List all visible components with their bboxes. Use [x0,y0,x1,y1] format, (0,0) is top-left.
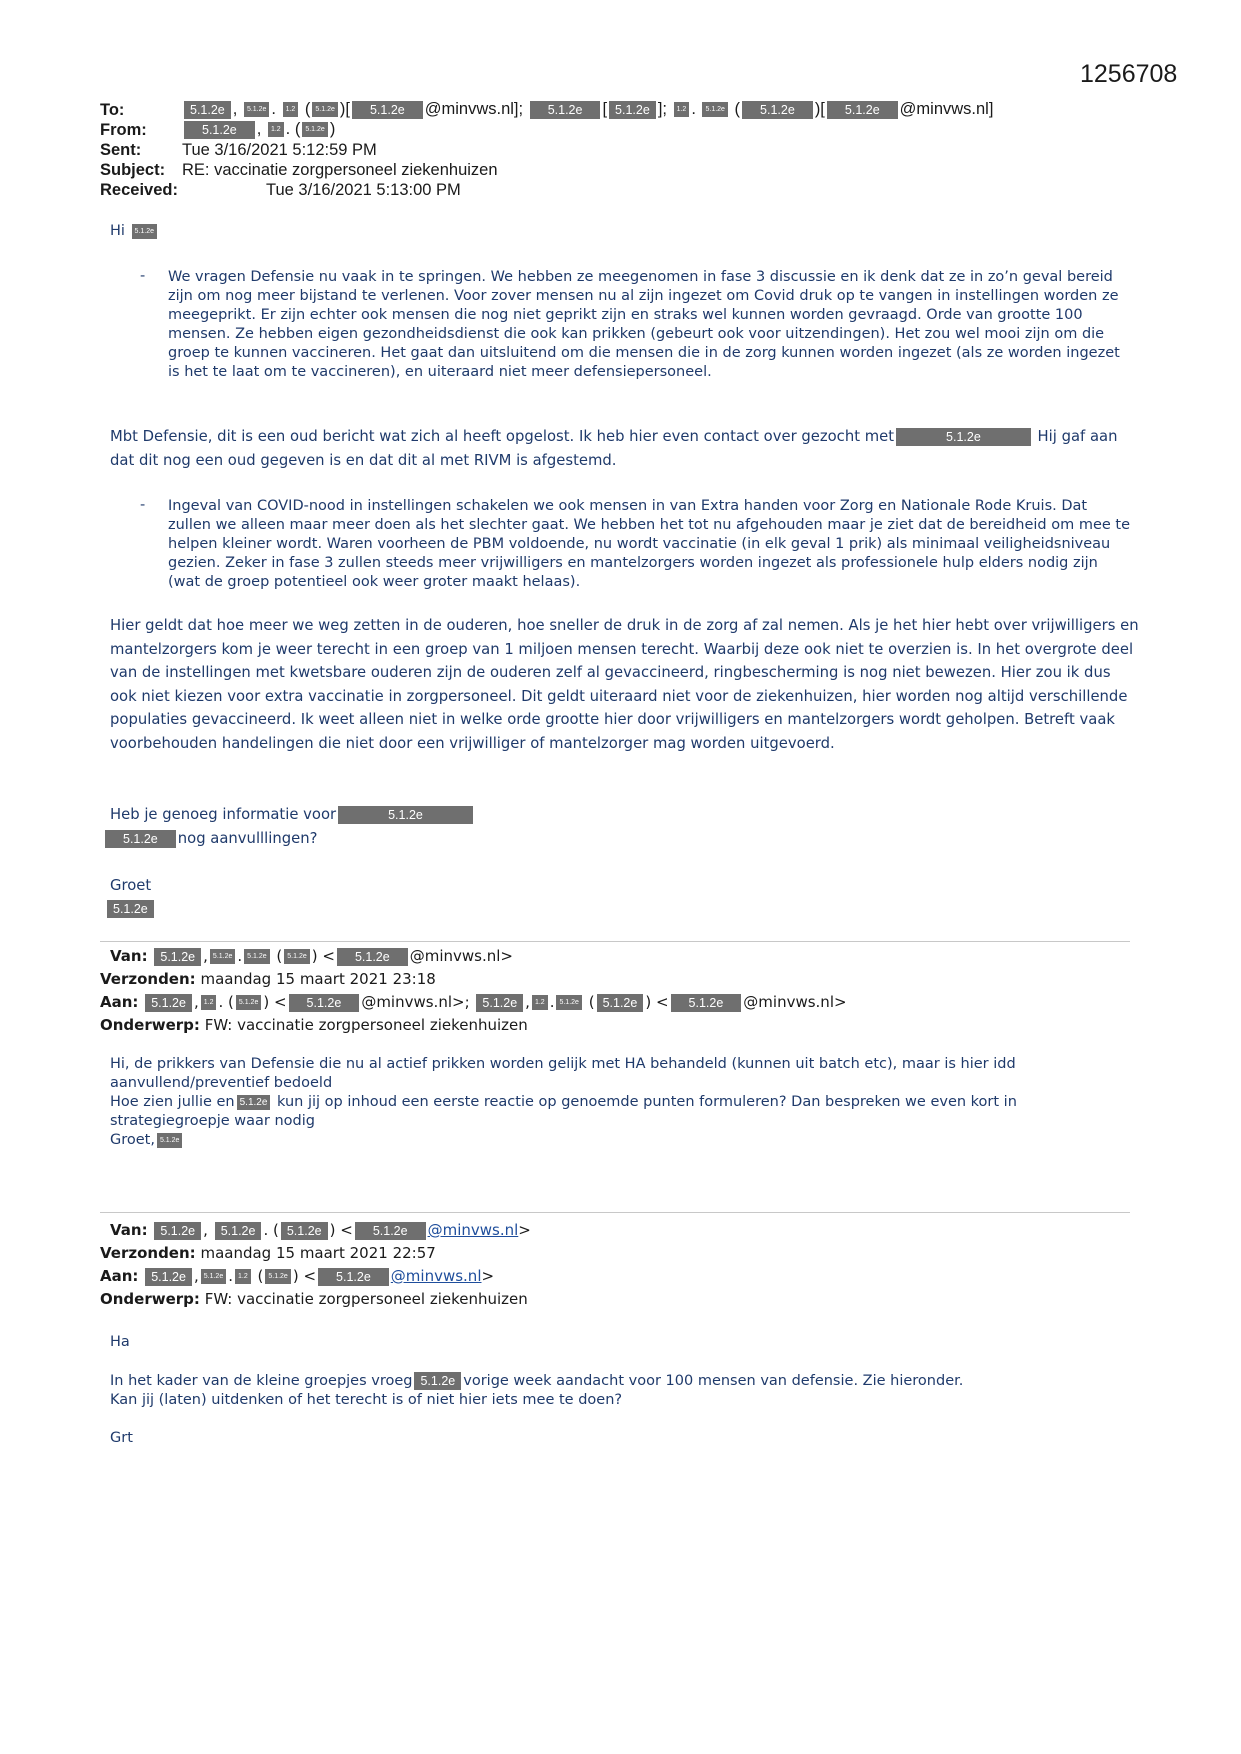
separator [100,1212,1130,1213]
redaction: 5.1.2e [210,949,235,964]
redaction: 1.2 [268,122,284,137]
signature [105,898,156,918]
redaction: 1.2 [532,995,548,1010]
answer-1: Mbt Defensie, dit is een oud bericht wat zich al heeft opgelost. Ik heb hier even contact over gezocht met 5.1.2e Hij gaf aan dat dit nog een oud gegeven is en dat dit al met RIVM is afgestemd. [110,428,1118,469]
msg2-onderwerp: Onderwerp: FW: vaccinatie zorgpersoneel ziekenhuizen [100,1016,528,1034]
subject-value: RE: vaccinatie zorgpersoneel ziekenhuizen [182,161,498,179]
closing: Groet [110,877,152,894]
redaction: 5.1.2e [476,994,523,1012]
redaction: 5.1.2e [244,102,269,117]
redaction: 5.1.2e [896,428,1031,446]
quoted-point-1: We vragen Defensie nu vaak in te springen. We hebben ze meegenomen in fase 3 discussie en ik denk dat ze in zo’n geval bereid zijn om nog meer bijstand te verlenen. Voor zover mensen nu al zijn ingezet om Covid druk op te vangen in instellingen worden ze meegeprikt. Er zijn echter ook mensen die nog niet geprikt zijn en straks wel kunnen worden gevraagd. Orde van grootte 100 mensen. Ze hebben eigen gezondheidsdienst die ook kan prikken (gebeurt ook voor uitzendingen). Het zou wel mooi zijn om die groep te kunnen vaccineren. Het gaat dan uitsluitend om die mensen die in de zorg kunnen worden ingezet (als ze worden ingezet is het te laat om te vaccineren), en uiteraard niet meer defensiepersoneel. [168,269,1120,380]
redaction: 5.1.2e [201,1269,226,1284]
from-value: 5.1.2e , 1.2 . ( 5.1.2e ) [182,119,335,139]
document-id: 1256708 [1080,60,1178,88]
redaction: 5.1.2e [337,948,408,966]
msg3-closing: Grt [110,1430,133,1446]
redaction: 5.1.2e [237,1095,271,1110]
redaction: 5.1.2e [184,121,255,139]
msg2-line-1: Hi, de prikkers van Defensie die nu al actief prikken worden gelijk met HA behandeld (kunnen uit batch etc), maar is hier idd aanvullend/preventief bedoeld [110,1056,1016,1091]
redaction: 5.1.2e [312,102,337,117]
redaction: 5.1.2e [742,101,813,119]
redaction: 5.1.2e [184,101,231,119]
to-value: 5.1.2e , 5.1.2e . 1.2 ( 5.1.2e )[ 5.1.2e @minvws.nl]; 5.1.2e [ 5.1.2e ]; 1.2 . 5.1.2e ( 5.1.2e )[ 5.1.2e @minvws.nl] [182,99,993,119]
msg3-greeting: Ha [110,1334,130,1350]
redaction: 5.1.2e [154,948,201,966]
msg2-closing: Groet, 5.1.2e [110,1131,184,1150]
msg2-aan: Aan: 5.1.2e , 1.2 . ( 5.1.2e ) < 5.1.2e @minvws.nl>; 5.1.2e , 1.2 . 5.1.2e ( 5.1.2e ) < 5.1.2e @minvws.nl> [100,993,847,1011]
redaction: 5.1.2e [215,1222,262,1240]
redaction: 5.1.2e [154,1222,201,1240]
msg3-line-2: Kan jij (laten) uitdenken of het terecht is of niet hier iets mee te doen? [110,1392,623,1408]
redaction: 5.1.2e [597,994,644,1012]
msg3-onderwerp: Onderwerp: FW: vaccinatie zorgpersoneel ziekenhuizen [100,1290,528,1308]
question-line-2: 5.1.2e nog aanvulllingen? [103,827,318,851]
msg3-line-1: In het kader van de kleine groepjes vroeg 5.1.2e vorige week aandacht voor 100 mensen van defensie. Zie hieronder. [110,1373,964,1389]
redaction: 5.1.2e [702,102,727,117]
redaction: 5.1.2e [236,995,261,1010]
redaction: 5.1.2e [281,1222,328,1240]
redaction: 1.2 [674,102,690,117]
sent-label: Sent: [100,141,142,159]
redaction: 5.1.2e [265,1269,290,1284]
redaction: 1.2 [201,995,217,1010]
msg3-aan: Aan: 5.1.2e , 5.1.2e . 1.2 ( 5.1.2e ) < 5.1.2e @minvws.nl> [100,1267,495,1285]
msg2-verzonden: Verzonden: maandag 15 maart 2021 23:18 [100,970,436,988]
redaction: 5.1.2e [352,101,423,119]
redaction: 1.2 [235,1269,251,1284]
to-part: @minvws.nl] [899,100,994,118]
received-label: Received: [100,181,178,199]
bullet-marker: - [140,497,146,513]
redaction: 5.1.2e [530,101,601,119]
greeting: Hi 5.1.2e [110,222,159,241]
redaction: 5.1.2e [338,806,473,824]
redaction: 5.1.2e [302,122,327,137]
sent-value: Tue 3/16/2021 5:12:59 PM [182,141,377,159]
msg2-van: Van: 5.1.2e , 5.1.2e . 5.1.2e ( 5.1.2e ) < 5.1.2e @minvws.nl> [110,947,513,965]
from-label: From: [100,121,147,139]
redaction: 5.1.2e [107,900,154,918]
question-line-1: Heb je genoeg informatie voor 5.1.2e [110,803,475,827]
redaction: 5.1.2e [284,949,309,964]
separator [100,941,1130,942]
answer-2: Hier geldt dat hoe meer we weg zetten in de ouderen, hoe sneller de druk in de zorg af zal nemen. Als je het hier hebt over vrijwilligers en mantelzorgers kom je weer terecht in een groep van 1 miljoen mensen terecht. Waarbij deze ook niet te overzien is. In het overgrote deel van de instellingen met kwetsbare ouderen zijn de ouderen zelf al gevaccineerd, ringbescherming is nog niet bewezen. Hier zou ik dus ook niet kiezen voor extra vaccinatie in zorgpersoneel. Dit geldt uiteraard niet voor de ziekenhuizen, hier worden nog altijd verschillende populaties gevaccineerd. Ik weet alleen niet in welke orde grootte hier door vrijwilligers en mantelzorgers wordt geholpen. Betreft vaak voorbehouden handelingen die niet door een vrijwilliger of mantelzorger mag worden uitgevoerd. [110,617,1139,752]
received-value: Tue 3/16/2021 5:13:00 PM [266,181,461,199]
redaction: 5.1.2e [105,830,176,848]
to-part: @minvws.nl]; [424,100,524,118]
redaction: 5.1.2e [827,101,898,119]
bullet-marker: - [140,268,146,284]
redaction: 1.2 [283,102,299,117]
email-link[interactable]: @minvws.nl [390,1267,482,1285]
redaction: 5.1.2e [609,101,656,119]
redaction: 5.1.2e [244,949,269,964]
msg3-verzonden: Verzonden: maandag 15 maart 2021 22:57 [100,1244,436,1262]
redaction: 5.1.2e [289,994,360,1012]
quoted-point-2: Ingeval van COVID-nood in instellingen schakelen we ook mensen in van Extra handen voor Zorg en Nationale Rode Kruis. Dat zullen we alleen maar meer doen als het slechter gaat. We hebben het tot nu afgehouden maar je ziet dat de bereidheid om mee te helpen kleiner wordt. Waren voorheen de PBM voldoende, nu wordt vaccinatie (in elk geval 1 prik) als minimaal veiligheidsniveau gezien. Zeker in fase 3 zullen steeds meer vrijwilligers en mantelzorgers worden ingezet als professionele hulp elders nodig zijn (wat de groep potentieel ook weer groter maakt helaas). [168,498,1131,590]
subject-label: Subject: [100,161,166,179]
email-link[interactable]: @minvws.nl [427,1221,519,1239]
redaction: 5.1.2e [671,994,742,1012]
msg3-van: Van: 5.1.2e , 5.1.2e . ( 5.1.2e ) < 5.1.2e @minvws.nl> [110,1221,531,1239]
redaction: 5.1.2e [157,1133,182,1148]
redaction: 5.1.2e [318,1268,389,1286]
to-label: To: [100,101,125,119]
redaction: 5.1.2e [414,1372,461,1390]
redaction: 5.1.2e [355,1222,426,1240]
to-part: ]; [657,100,667,118]
redaction: 5.1.2e [145,994,192,1012]
redaction: 5.1.2e [556,995,581,1010]
msg2-line-2: Hoe zien jullie en 5.1.2e kun jij op inhoud een eerste reactie op genoemde punten formuleren? Dan bespreken we even kort in strategiegroepje waar nodig [110,1094,1017,1129]
redaction: 5.1.2e [145,1268,192,1286]
redaction: 5.1.2e [132,224,157,239]
